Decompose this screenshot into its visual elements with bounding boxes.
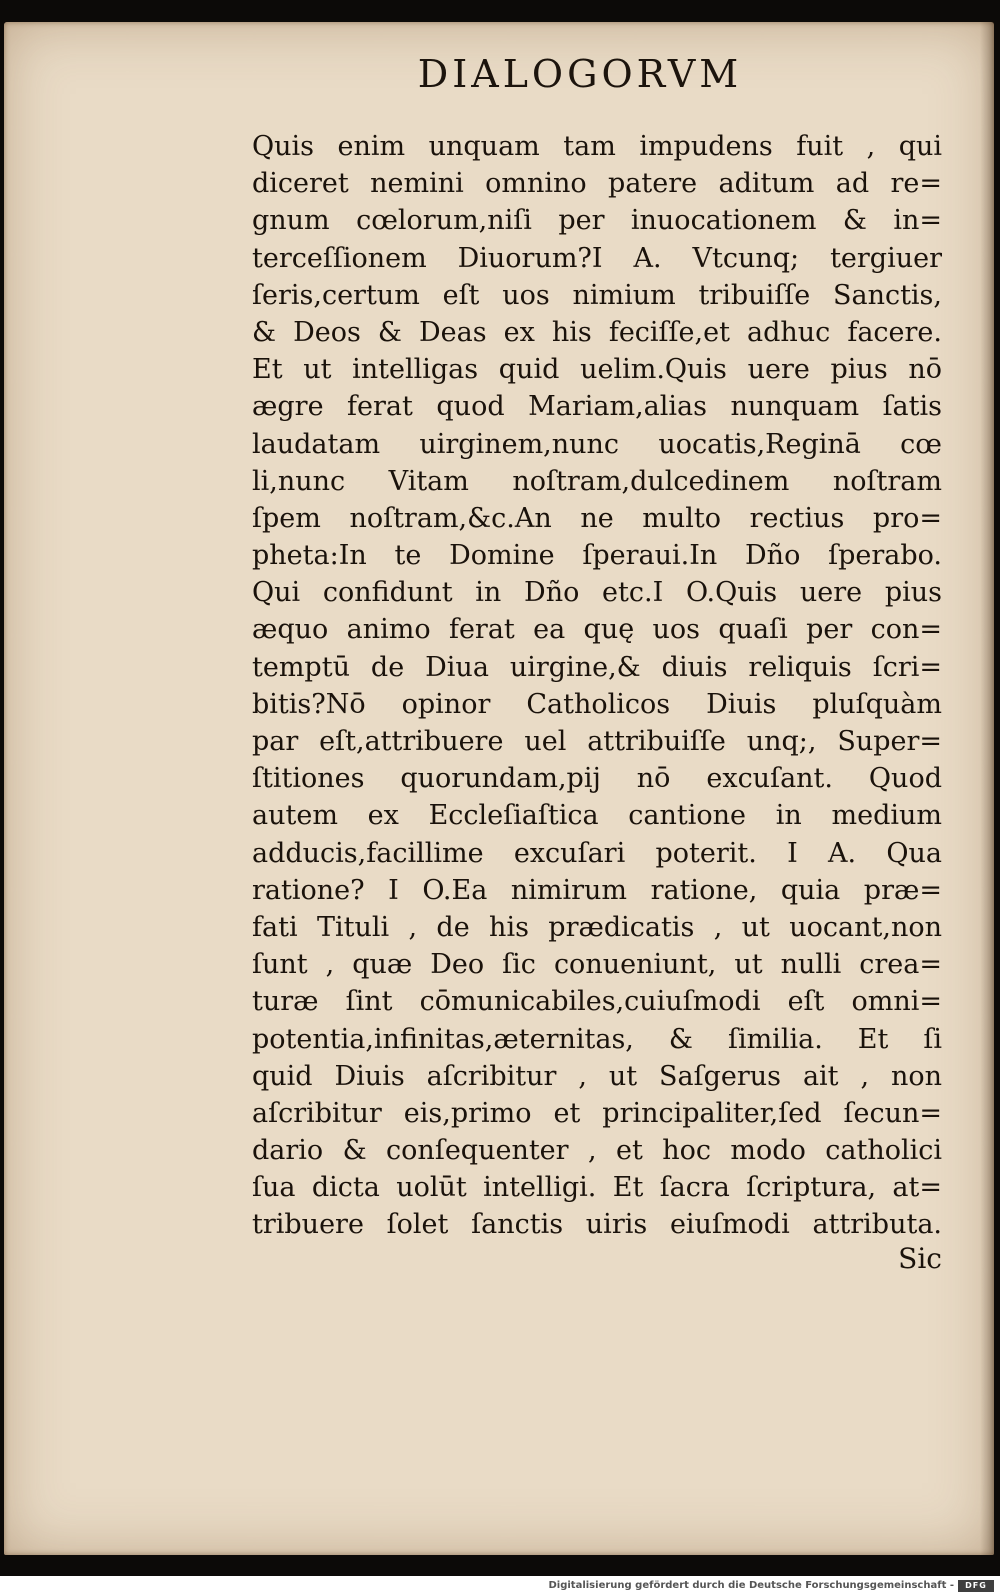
text-line: Qui confidunt in Dño etc.I O.Quis uere pius	[252, 577, 942, 609]
text-line: par eſt,attribuere uel attribuiſſe unq;, Super=	[252, 726, 942, 757]
text-line: temptū de Diua uirgine,& diuis reliquis ſcri=	[252, 651, 942, 683]
text-line: ægre ferat quod Mariam,alias nunquam ſatis	[252, 391, 942, 423]
text-line: adducis,facillime excuſari poterit. I A. Qua	[252, 837, 942, 869]
text-line: fati Tituli , de his prædicatis , ut uocant,non	[252, 911, 942, 943]
text-line: autem ex Eccleſiaſtica cantione in medium	[252, 800, 942, 832]
text-line: dario & conſequenter , et hoc modo catholici	[252, 1135, 942, 1167]
text-line: potentia,infinitas,æternitas, & ſimilia. Et ſi	[252, 1023, 942, 1055]
funding-credit: Digitalisierung gefördert durch die Deutsche Forschungsgemeinschaft -	[548, 1580, 954, 1591]
page-body-text	[252, 128, 942, 1244]
text-line: diceret nemini omnino patere aditum ad re=	[252, 168, 942, 200]
catchword: Sic	[898, 1242, 942, 1275]
text-line: gnum cœlorum,niſi per inuocationem & in=	[252, 205, 942, 237]
text-line: ſpem noſtram,&c.An ne multo rectius pro=	[252, 502, 942, 534]
text-line: ſeris,certum eſt uos nimium tribuiſſe Sanctis,	[252, 279, 942, 311]
text-line: ratione? I O.Ea nimirum ratione, quia præ=	[252, 874, 942, 906]
text-line: æquo animo ferat ea quę uos quaſi per con=	[252, 614, 942, 646]
page-edge-shadow	[980, 22, 994, 1555]
text-line: Et ut intelligas quid uelim.Quis uere pius nō	[252, 354, 942, 386]
text-line: ſtitiones quorundam,pij nō excuſant. Quod	[252, 763, 942, 795]
text-line: tribuere ſolet ſanctis uiris eiuſmodi attributa.	[252, 1209, 942, 1241]
text-line: Quis enim unquam tam impudens fuit , qui	[252, 131, 942, 162]
text-line: ſua dicta uolūt intelligi. Et ſacra ſcriptura, at=	[252, 1172, 942, 1204]
text-line: aſcribitur eis,primo et principaliter,ſed ſecun=	[252, 1097, 942, 1129]
text-line: turæ ſint cōmunicabiles,cuiuſmodi eſt omni=	[252, 986, 942, 1018]
dfg-logo-icon: DFG	[958, 1580, 994, 1592]
text-line: ſunt , quæ Deo ſic conueniunt, ut nulli crea=	[252, 949, 942, 981]
text-line: & Deos & Deas ex his feciſſe,et adhuc facere.	[252, 316, 942, 348]
running-head: DIALOGORVM	[417, 52, 743, 96]
text-line: quid Diuis aſcribitur , ut Saſgerus ait , non	[252, 1060, 942, 1092]
text-line: terceſſionem Diuorum?I A. Vtcunq; tergiuer	[252, 242, 942, 274]
text-line: bitis?Nō opinor Catholicos Diuis pluſquàm	[252, 688, 942, 720]
text-line: pheta:In te Domine ſperaui.In Dño ſperabo.	[252, 540, 942, 572]
text-line: laudatam uirginem,nunc uocatis,Reginā cœ	[252, 428, 942, 460]
text-line: li,nunc Vitam noſtram,dulcedinem noſtram	[252, 465, 942, 497]
